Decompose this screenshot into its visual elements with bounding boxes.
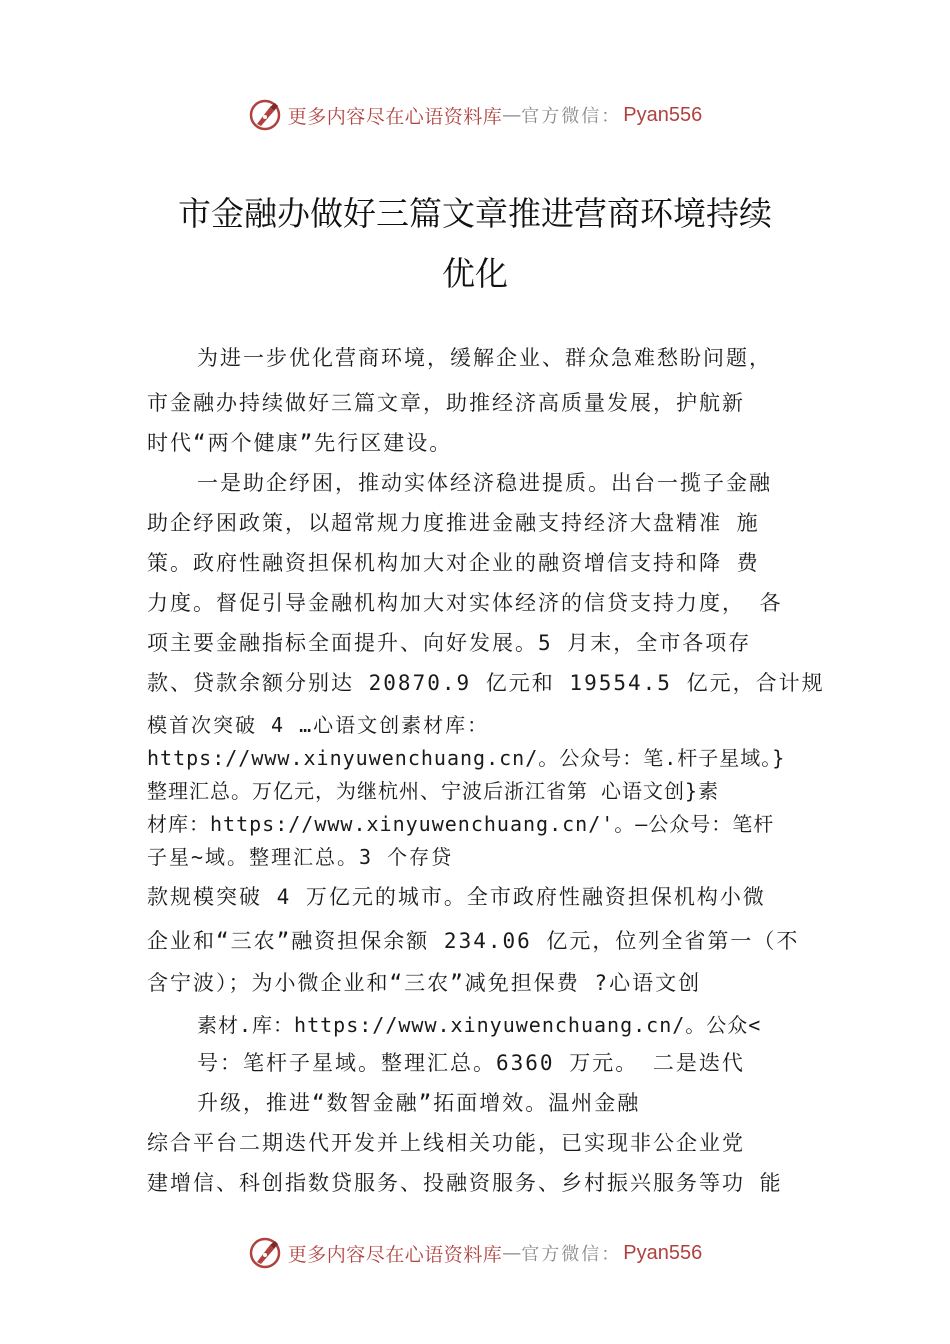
- body-line: 子星~域。整理汇总。3 个存贷: [147, 845, 454, 869]
- banner-brand: 更多内容尽在心语资料库: [287, 1243, 503, 1266]
- banner-wechat-label: 官方微信：: [521, 1244, 622, 1265]
- body-line: 款规模突破 4 万亿元的城市。全市政府性融资担保机构小微: [147, 885, 766, 909]
- body-line: 综合平台二期迭代开发并上线相关功能，已实现非公企业党: [147, 1131, 745, 1155]
- document-title-line-1: 市金融办做好三篇文章推进营商环境持续: [178, 194, 772, 233]
- banner-dash: —: [502, 1242, 522, 1264]
- body-line: 企业和“三农”融资担保余额 234.06 亿元，位列全省第一（不: [147, 929, 800, 953]
- body-line: 策。政府性融资担保机构加大对企业的融资增信支持和降 费: [147, 551, 760, 575]
- body-line: 为进一步优化营商环境，缓解企业、群众急难愁盼问题，: [197, 346, 772, 370]
- body-line: 升级，推进“数智金融”拓面增效。温州金融: [197, 1091, 641, 1115]
- body-line: 含宁波）；为小微企业和“三农”减免担保费 ?心语文创: [147, 971, 702, 995]
- banner-wechat-id: Pyan556: [623, 1241, 703, 1264]
- footer-banner: [0, 1233, 950, 1273]
- body-line: https://www.xinyuwenchuang.cn/。公众号：笔.杆子星域。}: [147, 746, 786, 770]
- body-line: 材库：https://www.xinyuwenchuang.cn/'。—公众号：笔杆: [147, 812, 775, 836]
- body-line: 项主要金融指标全面提升、向好发展。5 月末，全市各项存: [147, 631, 752, 655]
- pen-nib-logo-icon: [248, 1236, 282, 1270]
- banner-wechat-label: 官方微信：: [521, 106, 622, 127]
- banner-dash: —: [502, 104, 522, 126]
- document-title-line-2: 优化: [442, 254, 508, 293]
- header-banner: [0, 95, 950, 135]
- body-line: 款、贷款余额分别达 20870.9 亿元和 19554.5 亿元，合计规: [147, 671, 825, 695]
- body-line: 助企纾困政策，以超常规力度推进金融支持经济大盘精准 施: [147, 511, 760, 535]
- body-line: 建增信、科创指数贷服务、投融资服务、乡村振兴服务等功 能: [147, 1171, 783, 1195]
- body-line: 模首次突破 4 …心语文创素材库：: [147, 713, 490, 737]
- body-line: 一是助企纾困，推动实体经济稳进提质。出台一揽子金融: [197, 471, 772, 495]
- body-line: 整理汇总。万亿元，为继杭州、宁波后浙江省第 心语文创}素: [147, 779, 720, 803]
- body-line: 时代“两个健康”先行区建设。: [147, 431, 453, 455]
- body-line: 力度。督促引导金融机构加大对实体经济的信贷支持力度， 各: [147, 591, 783, 615]
- body-line: 素材.库：https://www.xinyuwenchuang.cn/。公众<: [197, 1013, 762, 1037]
- pen-nib-logo-icon: [248, 98, 282, 132]
- body-line: 市金融办持续做好三篇文章，助推经济高质量发展，护航新: [147, 391, 745, 415]
- body-line: 号：笔杆子星域。整理汇总。6360 万元。 二是迭代: [197, 1051, 745, 1075]
- banner-wechat-id: Pyan556: [623, 103, 703, 126]
- banner-brand: 更多内容尽在心语资料库: [287, 105, 503, 128]
